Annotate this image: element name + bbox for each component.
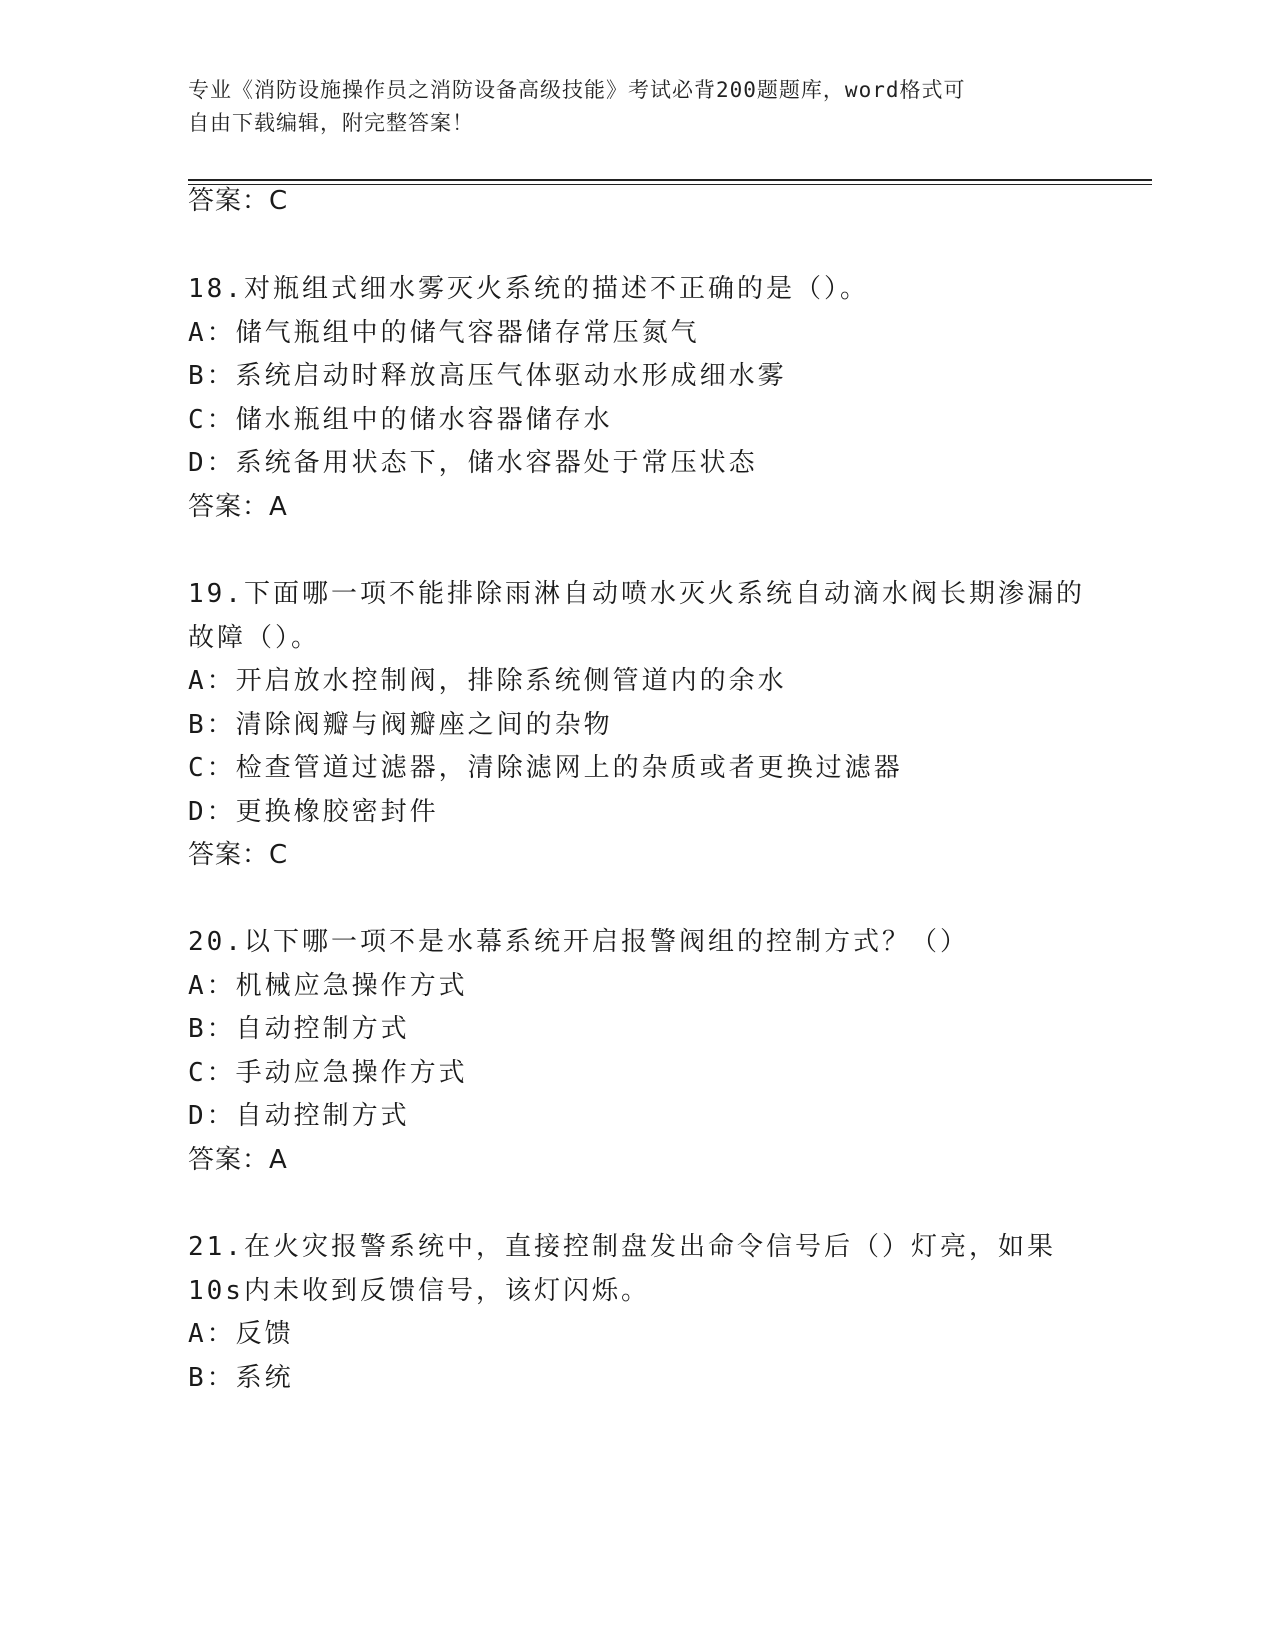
question-20-stem: 20.以下哪一项不是水幕系统开启报警阀组的控制方式？（） [188,927,969,957]
answer-20: 答案：A [188,1145,288,1175]
document-header [188,74,1068,140]
question-21-option-a: A：反馈 [188,1319,294,1349]
question-19-option-d: D：更换橡胶密封件 [188,797,439,827]
header-divider-thin [188,184,1152,185]
question-19-option-c: C：检查管道过滤器，清除滤网上的杂质或者更换过滤器 [188,753,903,783]
question-19-option-a: A：开启放水控制阀，排除系统侧管道内的余水 [188,666,787,696]
question-18-option-c: C：储水瓶组中的储水容器储存水 [188,405,613,435]
header-line-1: 专业《消防设施操作员之消防设备高级技能》考试必背200题题库，word格式可 [188,78,966,102]
header-line-2: 自由下载编辑，附完整答案！ [188,111,474,135]
question-20-option-a: A：机械应急操作方式 [188,971,468,1001]
question-20-option-d: D：自动控制方式 [188,1101,410,1131]
question-18-option-b: B：系统启动时释放高压气体驱动水形成细水雾 [188,361,787,391]
question-18-option-a: A：储气瓶组中的储气容器储存常压氮气 [188,318,700,348]
question-21-option-b: B：系统 [188,1363,294,1393]
answer-17: 答案：C [188,186,289,216]
header-divider-thick [188,179,1152,181]
question-19-stem-line-2: 故障（）。 [188,623,321,653]
answer-18: 答案：A [188,492,288,522]
question-19-stem-line-1: 19.下面哪一项不能排除雨淋自动喷水灭火系统自动滴水阀长期渗漏的 [188,579,1085,609]
question-18-option-d: D：系统备用状态下，储水容器处于常压状态 [188,448,758,478]
question-18-stem: 18.对瓶组式细水雾灭火系统的描述不正确的是（）。 [188,274,869,304]
question-21-stem-line-1: 21.在火灾报警系统中，直接控制盘发出命令信号后（）灯亮，如果 [188,1232,1056,1262]
question-21-stem-line-2: 10s内未收到反馈信号，该灯闪烁。 [188,1276,650,1306]
question-19-option-b: B：清除阀瓣与阀瓣座之间的杂物 [188,710,613,740]
answer-19: 答案：C [188,840,289,870]
question-20-option-b: B：自动控制方式 [188,1014,410,1044]
question-20-option-c: C：手动应急操作方式 [188,1058,468,1088]
